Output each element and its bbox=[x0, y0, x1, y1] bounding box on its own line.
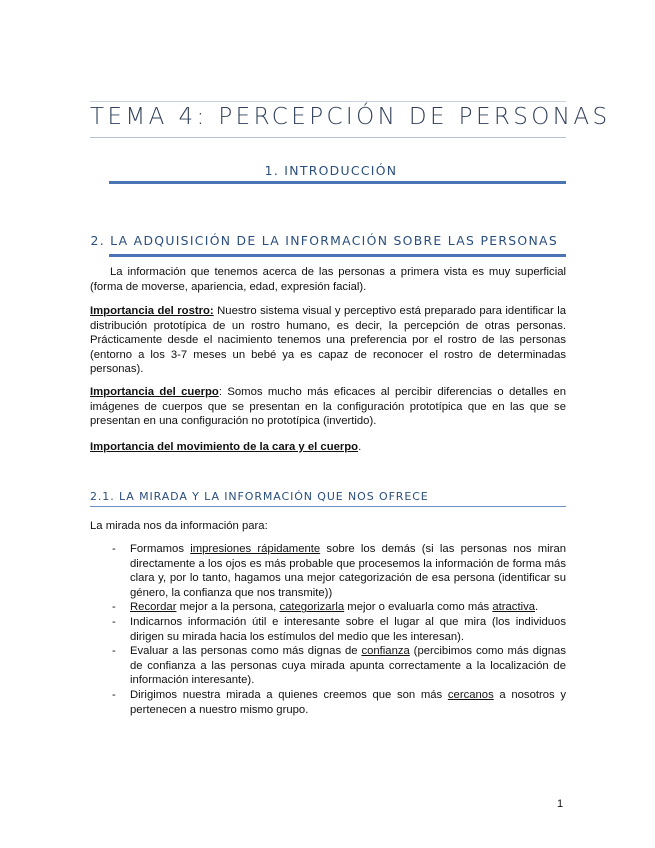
underlined-term: atractiva bbox=[492, 601, 536, 614]
list-item bbox=[90, 615, 566, 644]
bullet-dash: - bbox=[112, 615, 116, 628]
list-item bbox=[90, 688, 566, 717]
list-text: Formamos bbox=[130, 543, 191, 555]
text-rostro: Nuestro sistema visual y perceptivo está preparado para identificar la distribución prototípica de un rostro humano, es decir, la percepción de otras personas. Prácticamente desde el nacimiento tenemos una preferencia por el rostro de las personas (entorno a los 3-7 meses un bebé ya es capaz de reconocer el rostro de determinadas personas). bbox=[90, 305, 566, 376]
heading-underline bbox=[109, 254, 566, 257]
bullet-dash: - bbox=[112, 645, 116, 658]
term-rostro: Importancia del rostro: bbox=[90, 305, 214, 317]
paragraph-intro: La información que tenemos acerca de las personas a primera vista es muy superficial (forma de moverse, apariencia, edad, expresión facial). bbox=[90, 266, 566, 293]
underlined-term: cercanos bbox=[447, 688, 494, 701]
document-title: TEMA 4: PERCEPCIÓN DE PERSONAS bbox=[90, 104, 611, 130]
list-text: a nosotros y pertenecen a nuestro mismo grupo. bbox=[130, 688, 567, 716]
list-item bbox=[90, 644, 566, 688]
list-text: Evaluar a las personas como más dignas de bbox=[130, 645, 362, 658]
heading-underline bbox=[109, 181, 566, 184]
list-text: Dirigimos nuestra mirada a quienes creemos que son más bbox=[130, 688, 448, 701]
heading-mirada: 2.1. LA MIRADA Y LA INFORMACIÓN QUE NOS OFRECE bbox=[90, 490, 429, 503]
page-number: 1 bbox=[557, 798, 564, 810]
list-text: mejor a la persona, bbox=[176, 601, 280, 614]
term-cuerpo: Importancia del cuerpo bbox=[90, 386, 219, 398]
title-top-rule bbox=[90, 101, 566, 102]
list-text: . bbox=[535, 601, 539, 614]
underlined-term: impresiones rápidamente bbox=[190, 543, 321, 555]
text-cuerpo: : Somos mucho más eficaces al percibir diferencias o detalles en imágenes de cuerpos que se presentan en la configuración prototípica que en las que se presentan en una configuración no prototípica (invertido). bbox=[90, 386, 566, 428]
list-text: (percibimos como más dignas de confianza a las personas cuya mirada apunta correctamente a la localización de información interesante). bbox=[130, 645, 566, 687]
heading-underline bbox=[90, 506, 566, 507]
text-movimiento: . bbox=[358, 441, 362, 453]
bullet-dash: - bbox=[112, 688, 116, 701]
list-item bbox=[90, 542, 566, 600]
paragraph-movimiento bbox=[90, 440, 566, 455]
paragraph-cuerpo bbox=[90, 385, 566, 429]
underlined-term: Recordar bbox=[130, 601, 177, 614]
underlined-term: confianza bbox=[361, 645, 410, 658]
bullet-dash: - bbox=[112, 543, 116, 555]
list-text: mejor o evaluarla como más bbox=[344, 601, 493, 614]
list-text: sobre los demás (si las personas nos miran directamente a los ojos es más probable que procesemos la información de forma más clara y, por lo tanto, hagamos una mejor categorización de esa persona (identificar su género, la confianza que nos transmite)) bbox=[130, 543, 567, 599]
term-movimiento: Importancia del movimiento de la cara y el cuerpo bbox=[90, 441, 359, 453]
bullet-dash: - bbox=[112, 601, 116, 614]
mirada-list bbox=[90, 542, 566, 717]
title-bottom-rule bbox=[90, 137, 566, 138]
heading-introduccion: 1. INTRODUCCIÓN bbox=[264, 163, 398, 178]
paragraph-rostro bbox=[90, 304, 566, 377]
list-text: Indicarnos información útil e interesante sobre el lugar al que mira (los individuos dirigen su mirada hacia los estímulos del medio que les interesan). bbox=[130, 615, 566, 643]
paragraph-mirada-intro: La mirada nos da información para: bbox=[90, 520, 268, 532]
list-item bbox=[90, 600, 566, 615]
heading-adquisicion: 2. LA ADQUISICIÓN DE LA INFORMACIÓN SOBRE LAS PERSONAS bbox=[90, 233, 558, 248]
underlined-term: categorizarla bbox=[279, 601, 345, 614]
